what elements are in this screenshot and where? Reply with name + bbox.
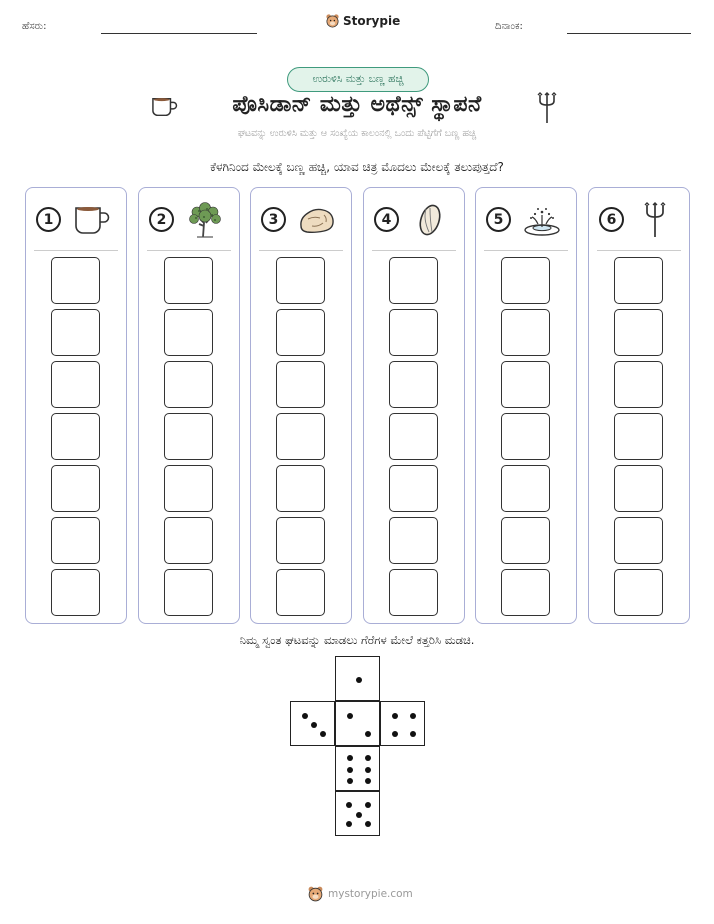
question: ಕೆಳಗಿನಿಂದ ಮೇಲಕ್ಕೆ ಬಣ್ಣ ಹಚ್ಚಿ, ಯಾವ ಚಿತ್ರ ಮೊದಲು ಮೇಲಕ್ಕೆ ತಲುಪುತ್ತದೆ? (210, 160, 504, 174)
color-box[interactable] (276, 517, 325, 564)
column-header (149, 202, 231, 238)
color-box[interactable] (501, 569, 550, 616)
column-divider (34, 250, 118, 251)
color-box[interactable] (501, 309, 550, 356)
name-line[interactable] (101, 33, 257, 34)
color-box[interactable] (276, 361, 325, 408)
color-box[interactable] (276, 569, 325, 616)
die-pip (410, 713, 416, 719)
column-number: 1 (36, 207, 61, 232)
die-face-2 (335, 701, 380, 746)
die-pip (365, 821, 371, 827)
color-box[interactable] (51, 465, 100, 512)
color-box[interactable] (501, 517, 550, 564)
die-pip (320, 731, 326, 737)
column-header (374, 202, 456, 238)
color-box[interactable] (614, 361, 663, 408)
die-pip (347, 778, 353, 784)
date-line[interactable] (567, 33, 691, 34)
die-pip (302, 713, 308, 719)
die-pip (365, 767, 371, 773)
cup-icon (72, 202, 112, 238)
column-number: 6 (599, 207, 624, 232)
die-pip (346, 802, 352, 808)
color-box[interactable] (501, 257, 550, 304)
die-pip (311, 722, 317, 728)
color-box[interactable] (276, 465, 325, 512)
die-face-6 (335, 746, 380, 791)
color-box[interactable] (389, 257, 438, 304)
tree-icon (185, 202, 225, 238)
die-face-5 (335, 791, 380, 836)
column-5 (475, 187, 577, 624)
die-pip (347, 767, 353, 773)
die-pip (346, 821, 352, 827)
color-box[interactable] (51, 257, 100, 304)
color-box[interactable] (389, 413, 438, 460)
color-box[interactable] (389, 361, 438, 408)
color-box[interactable] (164, 361, 213, 408)
column-4 (363, 187, 465, 624)
color-box[interactable] (501, 465, 550, 512)
color-box[interactable] (389, 569, 438, 616)
color-box[interactable] (501, 361, 550, 408)
color-box[interactable] (51, 361, 100, 408)
cut-fold-instruction: ನಿಮ್ಮ ಸ್ವಂತ ಘಟವನ್ನು ಮಾಡಲು ಗೆರೆಗಳ ಮೇಲೆ ಕತ್ತರಿಸಿ ಮಡಚಿ. (239, 633, 475, 647)
page-title: ಪೊಸಿಡಾನ್ ಮತ್ತು ಅಥೆನ್ಸ್ ಸ್ಥಾಪನೆ (232, 92, 482, 117)
die-pip (410, 731, 416, 737)
color-box[interactable] (614, 413, 663, 460)
brand-name: Storypie (343, 13, 401, 28)
color-box[interactable] (614, 465, 663, 512)
die-face-4 (380, 701, 425, 746)
die-pip (347, 713, 353, 719)
column-divider (597, 250, 681, 251)
trident-icon (635, 202, 675, 238)
color-box[interactable] (164, 517, 213, 564)
die-pip (347, 755, 353, 761)
column-number: 4 (374, 207, 399, 232)
die-face-3 (290, 701, 335, 746)
column-header (486, 202, 568, 238)
color-box[interactable] (389, 309, 438, 356)
color-box[interactable] (164, 309, 213, 356)
footer-url[interactable]: mystorypie.com (328, 887, 413, 900)
color-box[interactable] (51, 569, 100, 616)
die-pip (356, 812, 362, 818)
die-pip (365, 731, 371, 737)
color-box[interactable] (614, 569, 663, 616)
color-box[interactable] (614, 517, 663, 564)
column-header (261, 202, 343, 238)
date-label: ದಿನಾಂಕ: (495, 21, 523, 32)
color-box[interactable] (389, 517, 438, 564)
column-number: 5 (486, 207, 511, 232)
column-number: 2 (149, 207, 174, 232)
trident-icon (536, 92, 558, 124)
color-box[interactable] (51, 517, 100, 564)
color-box[interactable] (614, 257, 663, 304)
column-divider (259, 250, 343, 251)
column-divider (147, 250, 231, 251)
column-1 (25, 187, 127, 624)
color-box[interactable] (164, 465, 213, 512)
column-divider (484, 250, 568, 251)
color-box[interactable] (164, 413, 213, 460)
bear-mascot-icon (325, 13, 340, 28)
rock-icon (297, 202, 337, 238)
color-box[interactable] (389, 465, 438, 512)
brand-logo (325, 13, 400, 28)
footer (307, 885, 413, 902)
color-box[interactable] (51, 413, 100, 460)
column-6 (588, 187, 690, 624)
color-box[interactable] (614, 309, 663, 356)
die-pip (356, 677, 362, 683)
column-header (599, 202, 681, 238)
die-pip (392, 731, 398, 737)
olive-icon (410, 202, 450, 238)
color-box[interactable] (164, 569, 213, 616)
column-2 (138, 187, 240, 624)
die-face-1 (335, 656, 380, 701)
color-box[interactable] (164, 257, 213, 304)
die-pip (365, 778, 371, 784)
die-pip (392, 713, 398, 719)
color-box[interactable] (276, 257, 325, 304)
column-number: 3 (261, 207, 286, 232)
die-pip (365, 755, 371, 761)
die-pip (365, 802, 371, 808)
color-box[interactable] (276, 309, 325, 356)
color-box[interactable] (51, 309, 100, 356)
column-3 (250, 187, 352, 624)
bear-mascot-icon (307, 885, 324, 902)
subtitle: ಘಟವನ್ನು ಉರುಳಿಸಿ ಮತ್ತು ಆ ಸಂಖ್ಯೆಯ ಕಾಲಂನಲ್ಲಿ ಒಂದು ಪೆಟ್ಟಿಗೆಗೆ ಬಣ್ಣ ಹಚ್ಚಿ (237, 128, 477, 139)
name-label: ಹೆಸರು: (22, 21, 47, 32)
column-divider (372, 250, 456, 251)
column-header (36, 202, 118, 238)
spring-icon (522, 202, 562, 238)
activity-tag: ಉರುಳಿಸಿ ಮತ್ತು ಬಣ್ಣ ಹಚ್ಚಿ (287, 67, 429, 92)
color-box[interactable] (501, 413, 550, 460)
color-box[interactable] (276, 413, 325, 460)
